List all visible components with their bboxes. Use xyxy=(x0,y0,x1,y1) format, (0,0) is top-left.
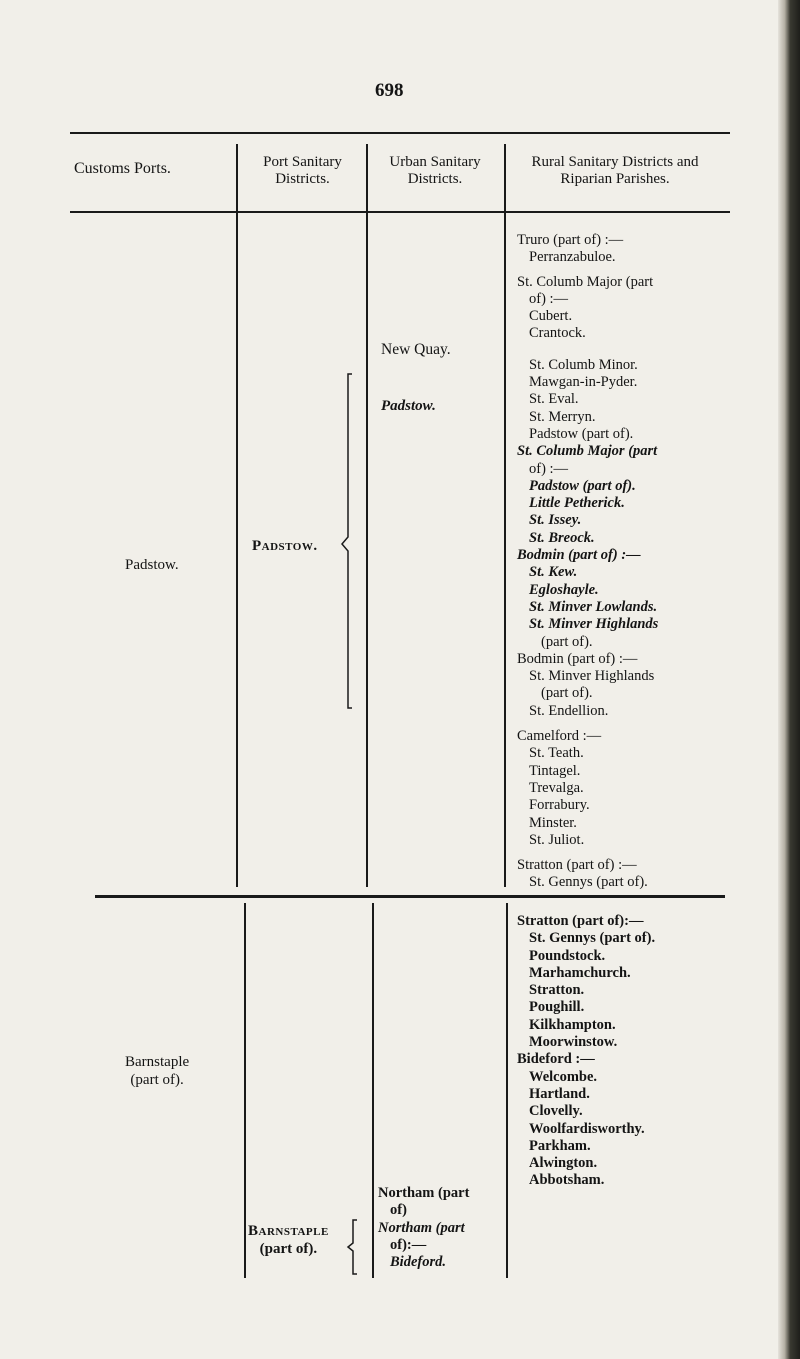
urban-padstow: Padstow. xyxy=(381,398,436,414)
rural-parish-item: St. Juliot. xyxy=(529,831,585,848)
rural-parish-item: Stratton (part of):— xyxy=(517,913,644,929)
rural-parish-item: Trevalga. xyxy=(529,779,584,796)
urban-district-item: Northam (part xyxy=(378,1185,470,1201)
urban-district-item: Bideford. xyxy=(390,1254,446,1271)
rural-parish-item: Marhamchurch. xyxy=(529,964,631,981)
rural-parish-item: Perranzabuloe. xyxy=(529,249,616,266)
rural-list-section1 xyxy=(517,232,658,892)
column-divider-2 xyxy=(366,144,368,887)
rural-parish-item: St. Gennys (part of). xyxy=(529,930,656,947)
rural-parish-item: Hartland. xyxy=(529,1085,590,1102)
rural-parish-item: Clovelly. xyxy=(529,1103,583,1120)
rural-parish-item: St. Columb Major (part xyxy=(517,443,658,460)
rural-parish-item: Welcombe. xyxy=(529,1068,598,1085)
section-separator-rule xyxy=(95,895,725,898)
column-divider-1b xyxy=(244,903,246,1278)
rural-parish-item: Bodmin (part of) :— xyxy=(517,650,638,667)
rural-parish-item: St. Minver Highlands xyxy=(529,668,655,685)
rural-parish-item: St. Endellion. xyxy=(529,702,609,719)
rural-parish-item: St. Minver Lowlands. xyxy=(529,598,658,615)
rural-parish-item: Parkham. xyxy=(529,1137,591,1154)
customs-port-barnstaple-line1: Barnstaple xyxy=(125,1054,190,1070)
rural-parish-item: Poundstock. xyxy=(529,947,606,964)
rural-parish-item: St. Issey. xyxy=(529,512,582,529)
rural-parish-item: Abbotsham. xyxy=(529,1172,605,1189)
rural-parish-item: (part of). xyxy=(541,633,593,650)
rural-parish-item: Stratton (part of) :— xyxy=(517,857,637,874)
rural-parish-item: Camelford :— xyxy=(517,728,602,745)
urban-district-item: Northam (part xyxy=(378,1219,465,1236)
rural-parish-item: Poughill. xyxy=(529,999,585,1016)
customs-port-barnstaple-line2: (part of). xyxy=(130,1072,184,1088)
header-rural-sanitary: Rural Sanitary Districts and Riparian Parishes. xyxy=(531,154,699,187)
rural-parish-item: Tintagel. xyxy=(529,762,581,779)
rural-parish-item: Moorwinstow. xyxy=(529,1034,618,1051)
rural-parish-item: St. Eval. xyxy=(529,391,579,408)
rural-parish-item: St. Gennys (part of). xyxy=(529,874,648,891)
port-district-barnstaple-line2: (part of). xyxy=(259,1241,318,1257)
urban-district-item: of):— xyxy=(390,1236,427,1253)
header-bottom-rule xyxy=(70,211,730,213)
column-divider-3 xyxy=(504,144,506,887)
rural-parish-item: Kilkhampton. xyxy=(529,1016,616,1033)
header-port-sanitary: Port Sanitary Districts. xyxy=(263,154,342,187)
rural-parish-item: Crantock. xyxy=(529,325,586,342)
rural-parish-item: Bodmin (part of) :— xyxy=(517,547,641,564)
rural-parish-item: Little Petherick. xyxy=(529,495,625,512)
rural-parish-item: Padstow (part of). xyxy=(529,477,636,494)
header-top-rule xyxy=(70,132,730,134)
column-divider-2b xyxy=(372,903,374,1278)
brace-padstow xyxy=(340,372,356,712)
column-divider-1 xyxy=(236,144,238,887)
rural-parish-item: St. Minver Highlands xyxy=(529,616,659,633)
rural-parish-item: St. Breock. xyxy=(529,529,595,546)
header-customs-ports: Customs Ports. xyxy=(74,160,171,177)
rural-parish-item: Egloshayle. xyxy=(529,581,599,598)
rural-parish-item: Truro (part of) :— xyxy=(517,232,624,248)
rural-parish-item: Woolfardisworthy. xyxy=(529,1120,645,1137)
rural-parish-item: Cubert. xyxy=(529,308,573,325)
brace-barnstaple xyxy=(346,1218,360,1276)
rural-parish-item: St. Columb Major (part xyxy=(517,273,654,290)
port-district-barnstaple-line1: Barnstaple xyxy=(248,1223,329,1239)
urban-district-item: of) xyxy=(390,1202,407,1219)
page-number: 698 xyxy=(375,80,404,101)
rural-parish-item: Forrabury. xyxy=(529,797,590,814)
rural-parish-item: Bideford :— xyxy=(517,1051,595,1068)
column-divider-3b xyxy=(506,903,508,1278)
rural-parish-item: St. Kew. xyxy=(529,564,578,581)
customs-port-barnstaple xyxy=(125,1053,189,1089)
urban-list-section2 xyxy=(378,1185,469,1271)
rural-parish-item: St. Columb Minor. xyxy=(529,356,638,373)
port-district-padstow: Padstow. xyxy=(252,538,318,554)
rural-list-section2 xyxy=(517,913,655,1190)
rural-parish-item: St. Teath. xyxy=(529,745,584,762)
rural-parish-item: Mawgan-in-Pyder. xyxy=(529,374,638,391)
rural-parish-item: Stratton. xyxy=(529,982,585,999)
rural-parish-item: of) :— xyxy=(529,460,569,477)
urban-new-quay: New Quay. xyxy=(381,341,451,358)
rural-parish-item: (part of). xyxy=(541,685,593,702)
header-urban-sanitary: Urban Sanitary Districts. xyxy=(389,154,481,187)
rural-parish-item: Alwington. xyxy=(529,1155,598,1172)
page-edge-binding xyxy=(778,0,800,1359)
rural-parish-item: St. Merryn. xyxy=(529,408,596,425)
rural-parish-item: of) :— xyxy=(529,290,569,307)
port-district-barnstaple xyxy=(248,1222,329,1258)
rural-parish-item: Padstow (part of). xyxy=(529,425,634,442)
rural-parish-item: Minster. xyxy=(529,814,577,831)
customs-port-padstow: Padstow. xyxy=(125,557,179,573)
